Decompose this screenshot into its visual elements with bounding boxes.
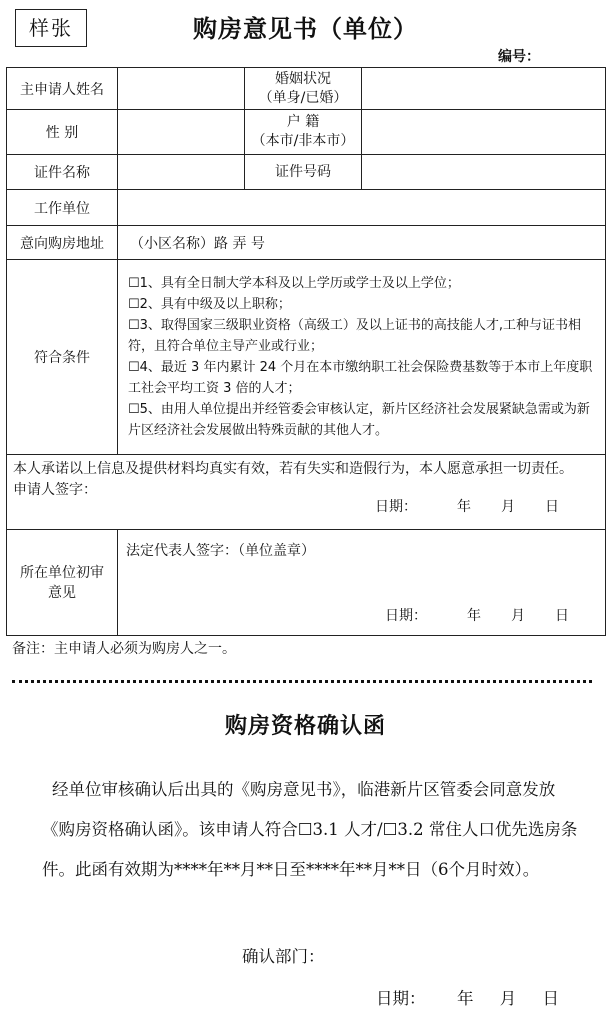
- condition-item[interactable]: ☐2、具有中级及以上职称；: [128, 297, 291, 312]
- form-row-address: [7, 226, 605, 260]
- condition-item[interactable]: ☐5、由用人单位提出并经管委会审核认定，新片区经济社会发展紧缺急需或为新片区经济社会发展做出特殊贡献的其他人才。: [128, 402, 590, 438]
- household-label: [245, 110, 362, 154]
- household-hint-text: （本市/非本市）: [251, 133, 355, 149]
- id-number-field[interactable]: [362, 155, 605, 189]
- confirm-date-line: [376, 985, 559, 1009]
- marital-label-text: 婚姻状况: [275, 70, 331, 87]
- employer-label: 工作单位: [7, 190, 118, 225]
- year-label: 年: [457, 499, 471, 515]
- legal-rep-sign-label: 法定代表人签字：（单位盖章）: [126, 543, 315, 559]
- form-row-promise: [7, 455, 605, 530]
- gender-field[interactable]: [118, 110, 245, 154]
- form-row-id: [7, 155, 605, 190]
- promise-text: 本人承诺以上信息及提供材料均真实有效，若有失实和造假行为，本人愿意承担一切责任。: [13, 461, 573, 477]
- form-row-gender: [7, 110, 605, 155]
- address-label: 意向购房地址: [7, 226, 118, 259]
- form-note: 备注：主申请人必须为购房人之一。: [12, 641, 236, 657]
- id-number-label: 证件号码: [245, 155, 362, 189]
- employer-field[interactable]: [118, 190, 605, 225]
- promise-block: [7, 455, 605, 529]
- opinion-field[interactable]: [118, 530, 605, 635]
- applicant-name-label: 主申请人姓名: [7, 68, 118, 109]
- confirmation-body: 经单位审核确认后出具的《购房意见书》，临港新片区管委会同意发放《购房资格确认函》。该申请人符合☐3.1 人才/☐3.2 常住人口优先选房条件。此函有效期为****年**月**日至****年**月**日（6个月时效）。: [42, 780, 578, 879]
- day-label: 日: [545, 499, 559, 515]
- serial-number-label: 编号：: [498, 49, 540, 65]
- opinion-label: 所在单位初审意见: [7, 530, 118, 635]
- date-label: 日期：: [385, 608, 427, 624]
- form-row-name: [7, 68, 605, 110]
- form-row-employer: [7, 190, 605, 226]
- applicant-date-line: [13, 497, 599, 518]
- application-form: [6, 67, 606, 636]
- date-label: 日期：: [375, 499, 417, 515]
- household-label-text: 户 籍: [286, 114, 320, 130]
- day-label: 日: [555, 608, 569, 624]
- condition-item[interactable]: ☐4、最近 3 年内累计 24 个月在本市缴纳职工社会保险费基数等于本市上年度职工社会平均工资 3 倍的人才；: [128, 360, 593, 396]
- applicant-name-field[interactable]: [118, 68, 245, 109]
- condition-item[interactable]: ☐1、具有全日制大学本科及以上学历或学士及以上学位；: [128, 276, 460, 291]
- gender-label: 性 别: [7, 110, 118, 154]
- page-title: 购房意见书（单位）: [193, 14, 418, 43]
- marital-status-field[interactable]: [362, 68, 605, 109]
- year-label: 年: [456, 989, 474, 1008]
- form-row-conditions: [7, 260, 605, 455]
- month-label: 月: [499, 989, 517, 1008]
- date-label: 日期：: [376, 989, 426, 1008]
- confirmation-title: 购房资格确认函: [224, 713, 386, 739]
- sample-stamp: 样张: [15, 9, 87, 47]
- id-type-field[interactable]: [118, 155, 245, 189]
- confirm-dept-label: 确认部门：: [242, 947, 325, 966]
- marital-hint-text: （单身/已婚）: [258, 89, 348, 106]
- condition-item[interactable]: ☐3、取得国家三级职业资格（高级工）及以上证书的高技能人才,工种与证书相符，且符合单位主导产业或行业；: [128, 318, 582, 354]
- month-label: 月: [501, 499, 515, 515]
- marital-status-label: [245, 68, 362, 109]
- applicant-sign-label: 申请人签字：: [13, 482, 97, 498]
- id-type-label: 证件名称: [7, 155, 118, 189]
- year-label: 年: [467, 608, 481, 624]
- conditions-label: 符合条件: [7, 260, 118, 454]
- dotted-divider: [12, 680, 592, 683]
- day-label: 日: [542, 989, 559, 1008]
- month-label: 月: [511, 608, 525, 624]
- form-row-opinion: [7, 530, 605, 635]
- household-field[interactable]: [362, 110, 605, 154]
- address-field[interactable]: （小区名称）路 弄 号: [130, 235, 265, 252]
- conditions-list: [118, 260, 605, 454]
- opinion-date-line: [126, 605, 597, 625]
